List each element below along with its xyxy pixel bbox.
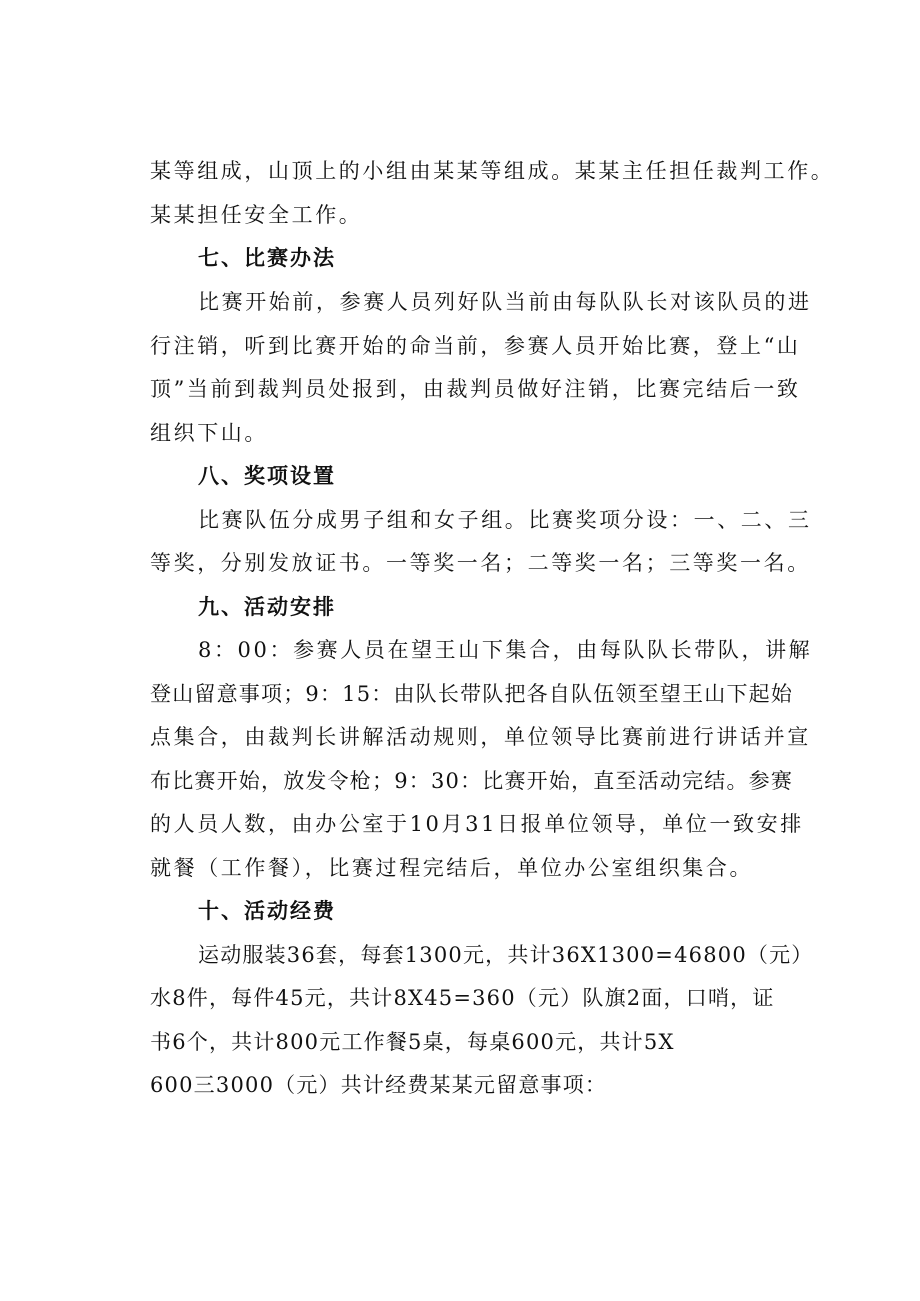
- paragraph-line: 书6个，共计800元工作餐5桌，每桌600元，共计5X: [150, 1030, 675, 1054]
- paragraph-line: 600三3000（元）共计经费某某元留意事项：: [150, 1073, 608, 1097]
- paragraph-line: 运动服装36套，每套1300元，共计36X1300=46800（元）: [198, 943, 814, 967]
- section-heading-7: 七、比赛办法: [198, 246, 336, 270]
- paragraph-line: 某等组成，山顶上的小组由某某等组成。某某主任担任裁判工作。: [150, 159, 835, 183]
- paragraph-line: 布比赛开始，放发令枪；9：30：比赛开始，直至活动完结。参赛: [150, 769, 794, 793]
- paragraph-line: 就餐（工作餐），比赛过程完结后，单位办公室组织集合。: [150, 856, 754, 880]
- paragraph-line: 某某担任安全工作。: [150, 203, 363, 227]
- paragraph-line: 比赛开始前，参赛人员列好队当前由每队队长对该队员的进: [198, 290, 812, 314]
- paragraph-line: 比赛队伍分成男子组和女子组。比赛奖项分设：一、二、三: [198, 508, 812, 532]
- paragraph-line: 登山留意事项；9：15：由队长带队把各自队伍领至望王山下起始: [150, 682, 794, 706]
- paragraph-line: 组织下山。: [150, 421, 268, 445]
- paragraph-line: 顶”当前到裁判员处报到，由裁判员做好注销，比赛完结后一致: [150, 377, 801, 401]
- paragraph-line: 等奖，分别发放证书。一等奖一名；二等奖一名；三等奖一名。: [150, 551, 811, 575]
- paragraph-line: 水8件，每件45元，共计8X45=360（元）队旗2面，口哨，证: [150, 986, 775, 1010]
- paragraph-line: 的人员人数，由办公室于10月31日报单位领导，单位一致安排: [150, 812, 804, 836]
- paragraph-line: 行注销，听到比赛开始的命当前，参赛人员开始比赛，登上“山: [150, 334, 801, 358]
- paragraph-line: 点集合，由裁判长讲解活动规则，单位领导比赛前进行讲话并宣: [150, 725, 811, 749]
- section-heading-9: 九、活动安排: [198, 595, 336, 619]
- section-heading-8: 八、奖项设置: [198, 464, 336, 488]
- paragraph-line: 8：00：参赛人员在望王山下集合，由每队队长带队，讲解: [198, 638, 813, 662]
- section-heading-10: 十、活动经费: [198, 899, 336, 923]
